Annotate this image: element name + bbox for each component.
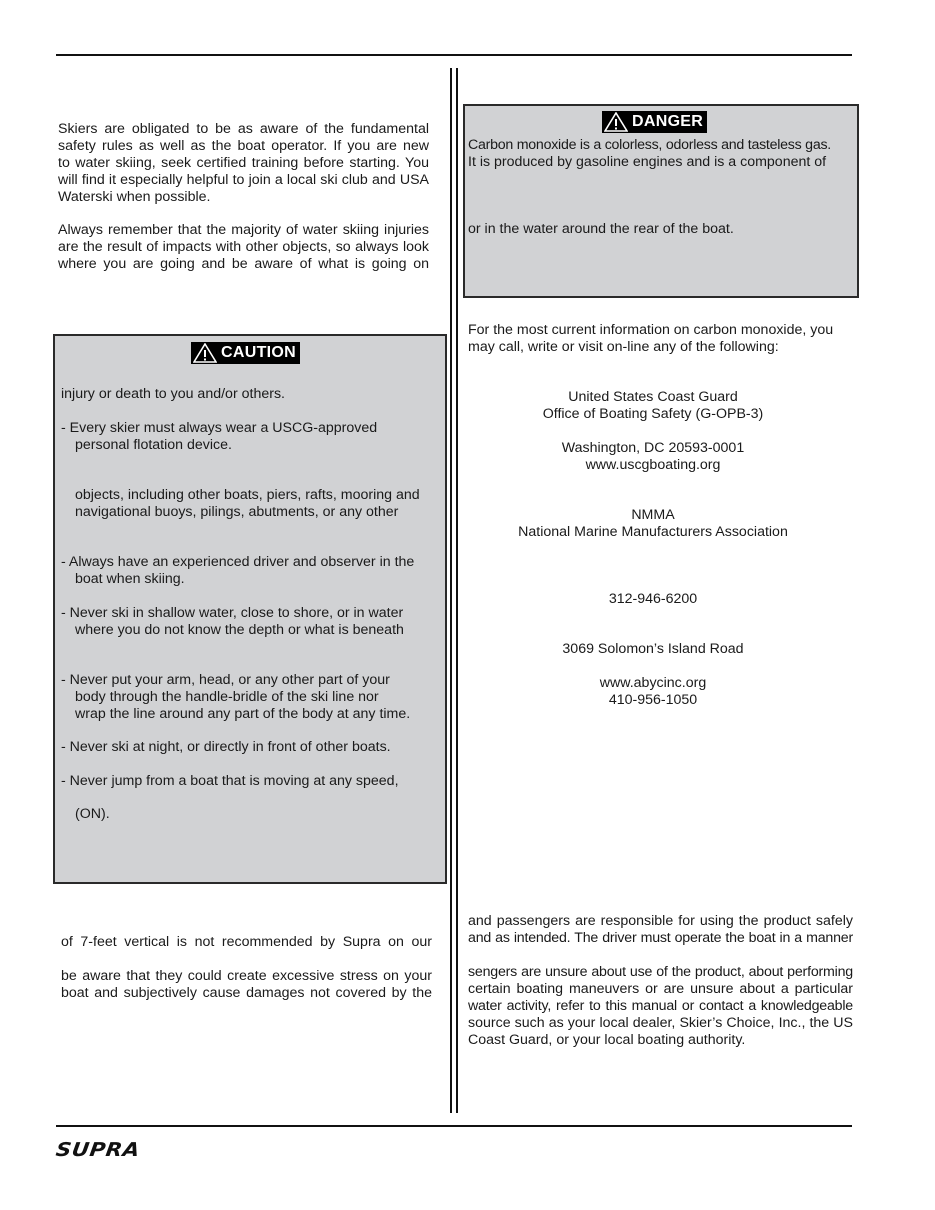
org-abbreviation: NMMA [631, 507, 675, 523]
text-line: will find it especially helpful to join a local ski club and USA [58, 172, 429, 188]
bullet-line: - Never ski in shallow water, close to shore, or in water [61, 605, 404, 621]
org-phone: 410-956-1050 [608, 692, 698, 708]
text-line: to water skiing, seek certified training before starting. You [58, 155, 429, 171]
warning-triangle-icon [604, 112, 628, 132]
text-line: Skiers are obligated to be as aware of the fundamental [58, 121, 429, 137]
bullet-line: - Never put your arm, head, or any other part of your [61, 672, 390, 688]
text-line: where you are going and be aware of what is going on [58, 256, 429, 272]
text-line: safety rules as well as the boat operator. If you are new [58, 138, 429, 154]
text-line: may call, write or visit on-line any of the following: [468, 339, 779, 355]
text-line: be aware that they could create excessive stress on your [61, 968, 432, 984]
text-line: of 7-feet vertical is not recommended by Supra on our [61, 934, 432, 950]
org-website-link[interactable]: www.abycinc.org [599, 675, 707, 691]
org-office: Office of Boating Safety (G-OPB-3) [542, 406, 764, 422]
text-line: Always remember that the majority of water skiing injuries [58, 222, 429, 238]
org-website-link[interactable]: www.uscgboating.org [585, 457, 721, 473]
org-address: 3069 Solomon’s Island Road [562, 641, 744, 657]
org-phone: 312-946-6200 [608, 591, 698, 607]
org-address: Washington, DC 20593-0001 [561, 440, 745, 456]
danger-box [463, 104, 859, 298]
text-line: (ON). [75, 806, 110, 822]
bullet-line: - Every skier must always wear a USCG-approved [61, 420, 378, 436]
text-line: objects, including other boats, piers, rafts, mooring and [75, 487, 420, 503]
top-rule [56, 54, 852, 56]
column-divider-right-line [456, 68, 458, 1113]
text-line: personal flotation device. [75, 437, 232, 453]
danger-badge [602, 111, 707, 133]
caution-badge [191, 342, 300, 364]
warning-triangle-icon [193, 343, 217, 363]
text-line: wrap the line around any part of the body at any time. [75, 706, 411, 722]
bullet-line: - Never jump from a boat that is moving at any speed, [61, 773, 399, 789]
text-line: It is produced by gasoline engines and is a component of [468, 154, 827, 170]
text-line: For the most current information on carbon monoxide, you [468, 322, 834, 338]
text-line: are the result of impacts with other objects, so always look [58, 239, 429, 255]
supra-logo: SUPRA [54, 1139, 142, 1161]
text-line: navigational buoys, pilings, abutments, or any other [75, 504, 399, 520]
text-line: body through the handle-bridle of the ski line nor [75, 689, 379, 705]
text-line: boat when skiing. [75, 571, 185, 587]
org-name: United States Coast Guard [568, 389, 738, 405]
text-line: injury or death to you and/or others. [61, 386, 285, 402]
text-line: and passengers are responsible for using the product safely [468, 913, 853, 929]
column-divider-left-line [450, 68, 452, 1113]
text-line: boat and subjectively cause damages not covered by the [61, 985, 432, 1001]
text-line: where you do not know the depth or what is beneath [75, 622, 404, 638]
text-line: certain boating maneuvers or are unsure about a particular [468, 981, 853, 997]
bottom-rule [56, 1125, 852, 1127]
text-line: water activity, refer to this manual or contact a knowledgeable [468, 998, 853, 1014]
text-line: sengers are unsure about use of the product, about performing [468, 964, 853, 980]
text-line: Carbon monoxide is a colorless, odorless and tasteless gas. [468, 137, 831, 153]
bullet-line: - Always have an experienced driver and observer in the [61, 554, 415, 570]
bullet-line: - Never ski at night, or directly in front of other boats. [61, 739, 391, 755]
text-line: and as intended. The driver must operate the boat in a manner [468, 930, 853, 946]
text-line: or in the water around the rear of the boat. [468, 221, 734, 237]
text-line: source such as your local dealer, Skier’s Choice, Inc., the US [468, 1015, 853, 1031]
caution-label: CAUTION [221, 344, 296, 361]
org-name: National Marine Manufacturers Association [518, 524, 788, 540]
text-line: Coast Guard, or your local boating authority. [468, 1032, 746, 1048]
danger-label: DANGER [632, 113, 704, 130]
text-line: Waterski when possible. [58, 189, 211, 205]
